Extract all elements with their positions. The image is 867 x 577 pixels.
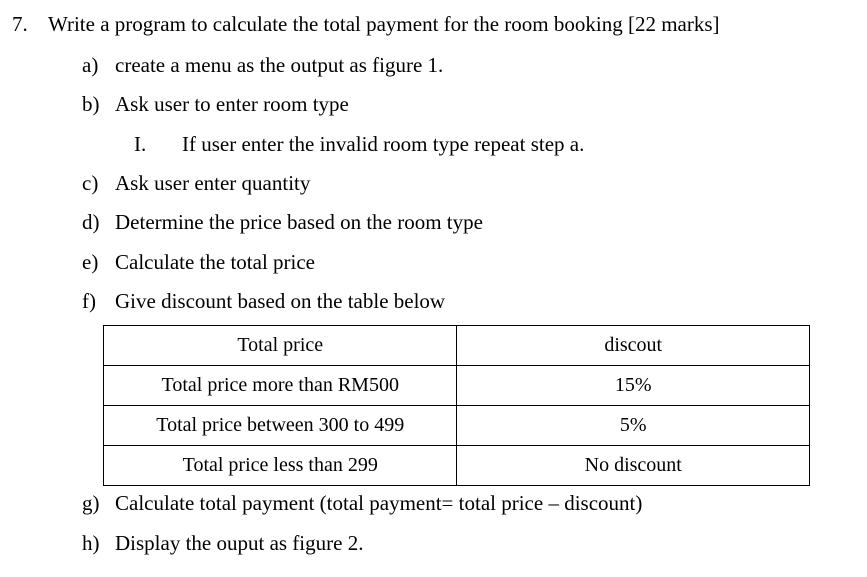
table-header-row [104,326,810,366]
step-text: If user enter the invalid room type repeat step a. [182,132,585,156]
step-label: I. [134,132,147,156]
table-row [104,366,810,406]
step-label: c) [82,171,99,195]
step-label: a) [82,53,99,77]
step-label: h) [82,531,100,555]
step-text: Ask user enter quantity [115,171,311,195]
table-row [104,446,810,486]
table-header-cell: discout [457,326,810,366]
step-label: g) [82,491,100,515]
table-cell: Total price less than 299 [104,446,457,486]
step-text: Ask user to enter room type [115,92,349,116]
step-label: e) [82,250,99,274]
step-text: Display the ouput as figure 2. [115,531,364,555]
table-cell: No discount [457,446,810,486]
table-cell: 5% [457,406,810,446]
table-cell: 15% [457,366,810,406]
step-text: create a menu as the output as figure 1. [115,53,444,77]
table-cell: Total price between 300 to 499 [104,406,457,446]
step-text: Determine the price based on the room type [115,210,483,234]
step-text: Give discount based on the table below [115,289,446,313]
question-number: 7. [12,12,28,36]
table-row [104,406,810,446]
step-label: f) [82,289,96,313]
question-text: Write a program to calculate the total payment for the room booking [22 marks] [48,12,720,36]
table-cell: Total price more than RM500 [104,366,457,406]
step-text: Calculate the total price [115,250,315,274]
table-header-cell: Total price [104,326,457,366]
step-label: b) [82,92,100,116]
step-label: d) [82,210,100,234]
discount-table [103,325,810,486]
step-text: Calculate total payment (total payment= total price – discount) [115,491,643,515]
